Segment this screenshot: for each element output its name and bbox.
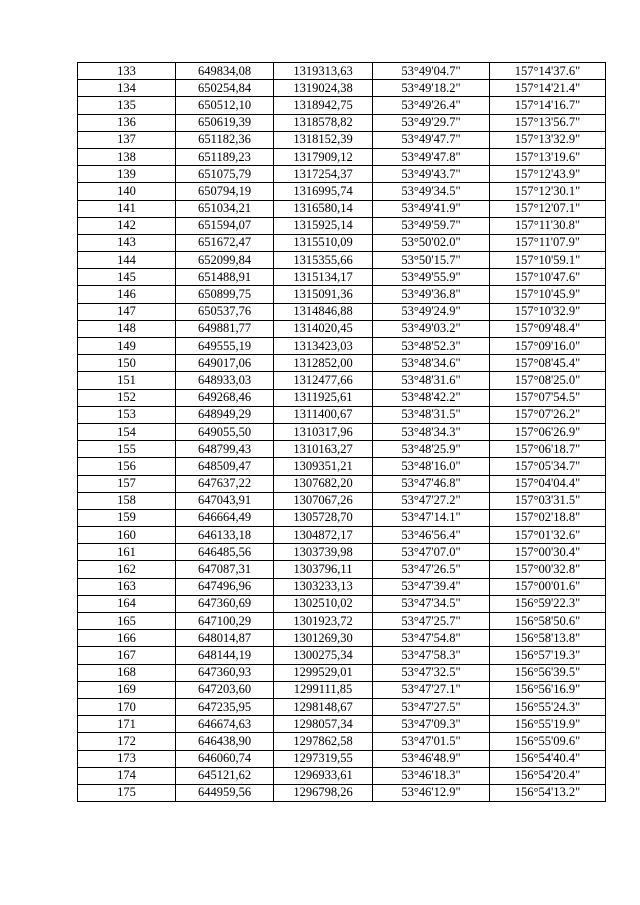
longitude-cell: 157°06'26.9" [490,423,606,440]
point-number-cell: 164 [78,595,176,612]
y-coordinate-cell: 1318152,39 [274,131,373,148]
latitude-cell: 53°47'27.2" [373,492,490,509]
y-coordinate-cell: 1319313,63 [274,63,373,80]
y-coordinate-cell: 1310163,27 [274,441,373,458]
table-row [78,578,606,595]
x-coordinate-cell: 646485,56 [176,544,274,561]
latitude-cell: 53°49'47.8" [373,148,490,165]
y-coordinate-cell: 1314846,88 [274,303,373,320]
x-coordinate-cell: 649555,19 [176,338,274,355]
x-coordinate-cell: 647100,29 [176,613,274,630]
y-coordinate-cell: 1309351,21 [274,458,373,475]
point-number-cell: 150 [78,355,176,372]
table-row [78,80,606,97]
latitude-cell: 53°46'56.4" [373,527,490,544]
longitude-cell: 157°10'47.6" [490,269,606,286]
point-number-cell: 152 [78,389,176,406]
table-row [78,269,606,286]
latitude-cell: 53°47'46.8" [373,475,490,492]
table-row [78,595,606,612]
point-number-cell: 140 [78,183,176,200]
point-number-cell: 171 [78,716,176,733]
longitude-cell: 157°00'32.8" [490,561,606,578]
point-number-cell: 170 [78,698,176,715]
x-coordinate-cell: 650512,10 [176,97,274,114]
point-number-cell: 133 [78,63,176,80]
y-coordinate-cell: 1317254,37 [274,166,373,183]
table-row [78,320,606,337]
table-row [78,338,606,355]
latitude-cell: 53°47'09.3" [373,716,490,733]
point-number-cell: 137 [78,131,176,148]
x-coordinate-cell: 650254,84 [176,80,274,97]
table-row [78,613,606,630]
y-coordinate-cell: 1298148,67 [274,698,373,715]
point-number-cell: 156 [78,458,176,475]
point-number-cell: 167 [78,647,176,664]
longitude-cell: 157°12'30.1" [490,183,606,200]
point-number-cell: 172 [78,733,176,750]
latitude-cell: 53°47'58.3" [373,647,490,664]
longitude-cell: 157°14'21.4" [490,80,606,97]
table-row [78,441,606,458]
x-coordinate-cell: 648509,47 [176,458,274,475]
longitude-cell: 156°54'13.2" [490,784,606,801]
longitude-cell: 157°10'32.9" [490,303,606,320]
table-row [78,733,606,750]
longitude-cell: 157°14'16.7" [490,97,606,114]
latitude-cell: 53°49'43.7" [373,166,490,183]
latitude-cell: 53°49'24.9" [373,303,490,320]
point-number-cell: 169 [78,681,176,698]
table-row [78,698,606,715]
y-coordinate-cell: 1315355,66 [274,252,373,269]
y-coordinate-cell: 1307067,26 [274,492,373,509]
x-coordinate-cell: 647087,31 [176,561,274,578]
table-row [78,372,606,389]
y-coordinate-cell: 1303796,11 [274,561,373,578]
point-number-cell: 135 [78,97,176,114]
x-coordinate-cell: 649017,06 [176,355,274,372]
y-coordinate-cell: 1297319,55 [274,750,373,767]
table-row [78,63,606,80]
x-coordinate-cell: 649268,46 [176,389,274,406]
y-coordinate-cell: 1316995,74 [274,183,373,200]
point-number-cell: 143 [78,234,176,251]
latitude-cell: 53°49'47.7" [373,131,490,148]
y-coordinate-cell: 1298057,34 [274,716,373,733]
point-number-cell: 148 [78,320,176,337]
x-coordinate-cell: 648014,87 [176,630,274,647]
table-row [78,355,606,372]
longitude-cell: 157°07'26.2" [490,406,606,423]
x-coordinate-cell: 647360,69 [176,595,274,612]
latitude-cell: 53°49'18.2" [373,80,490,97]
x-coordinate-cell: 648933,03 [176,372,274,389]
point-number-cell: 158 [78,492,176,509]
longitude-cell: 157°02'18.8" [490,509,606,526]
table-row [78,286,606,303]
point-number-cell: 160 [78,527,176,544]
y-coordinate-cell: 1313423,03 [274,338,373,355]
x-coordinate-cell: 646664,49 [176,509,274,526]
y-coordinate-cell: 1315134,17 [274,269,373,286]
table-row [78,527,606,544]
longitude-cell: 157°03'31.5" [490,492,606,509]
y-coordinate-cell: 1300275,34 [274,647,373,664]
y-coordinate-cell: 1296798,26 [274,784,373,801]
x-coordinate-cell: 651189,23 [176,148,274,165]
y-coordinate-cell: 1312852,00 [274,355,373,372]
point-number-cell: 165 [78,613,176,630]
latitude-cell: 53°47'32.5" [373,664,490,681]
table-row [78,509,606,526]
point-number-cell: 175 [78,784,176,801]
point-number-cell: 145 [78,269,176,286]
latitude-cell: 53°48'52.3" [373,338,490,355]
x-coordinate-cell: 651488,91 [176,269,274,286]
x-coordinate-cell: 650899,75 [176,286,274,303]
longitude-cell: 157°09'16.0" [490,338,606,355]
point-number-cell: 157 [78,475,176,492]
latitude-cell: 53°50'02.0" [373,234,490,251]
y-coordinate-cell: 1318578,82 [274,114,373,131]
point-number-cell: 142 [78,217,176,234]
x-coordinate-cell: 647043,91 [176,492,274,509]
point-number-cell: 168 [78,664,176,681]
y-coordinate-cell: 1311925,61 [274,389,373,406]
latitude-cell: 53°47'14.1" [373,509,490,526]
latitude-cell: 53°49'36.8" [373,286,490,303]
longitude-cell: 157°11'07.9" [490,234,606,251]
y-coordinate-cell: 1317909,12 [274,148,373,165]
latitude-cell: 53°49'59.7" [373,217,490,234]
latitude-cell: 53°47'54.8" [373,630,490,647]
longitude-cell: 156°55'24.3" [490,698,606,715]
longitude-cell: 157°13'32.9" [490,131,606,148]
longitude-cell: 156°54'20.4" [490,767,606,784]
x-coordinate-cell: 651182,36 [176,131,274,148]
latitude-cell: 53°49'41.9" [373,200,490,217]
table-row [78,544,606,561]
latitude-cell: 53°48'42.2" [373,389,490,406]
y-coordinate-cell: 1301269,30 [274,630,373,647]
x-coordinate-cell: 649055,50 [176,423,274,440]
longitude-cell: 157°13'19.6" [490,148,606,165]
longitude-cell: 156°56'39.5" [490,664,606,681]
longitude-cell: 157°12'43.9" [490,166,606,183]
latitude-cell: 53°48'34.6" [373,355,490,372]
x-coordinate-cell: 647235,95 [176,698,274,715]
longitude-cell: 157°05'34.7" [490,458,606,475]
table-row [78,148,606,165]
table-row [78,303,606,320]
x-coordinate-cell: 651594,07 [176,217,274,234]
latitude-cell: 53°46'18.3" [373,767,490,784]
table-row [78,475,606,492]
table-row [78,767,606,784]
x-coordinate-cell: 646060,74 [176,750,274,767]
longitude-cell: 157°01'32.6" [490,527,606,544]
latitude-cell: 53°49'26.4" [373,97,490,114]
y-coordinate-cell: 1312477,66 [274,372,373,389]
y-coordinate-cell: 1315091,36 [274,286,373,303]
point-number-cell: 138 [78,148,176,165]
point-number-cell: 161 [78,544,176,561]
y-coordinate-cell: 1303739,98 [274,544,373,561]
table-row [78,389,606,406]
latitude-cell: 53°49'34.5" [373,183,490,200]
longitude-cell: 157°06'18.7" [490,441,606,458]
y-coordinate-cell: 1315925,14 [274,217,373,234]
longitude-cell: 156°58'50.6" [490,613,606,630]
coordinates-table-body [78,63,606,802]
y-coordinate-cell: 1304872,17 [274,527,373,544]
y-coordinate-cell: 1314020,45 [274,320,373,337]
point-number-cell: 144 [78,252,176,269]
latitude-cell: 53°49'03.2" [373,320,490,337]
longitude-cell: 156°59'22.3" [490,595,606,612]
latitude-cell: 53°49'29.7" [373,114,490,131]
longitude-cell: 157°08'25.0" [490,372,606,389]
longitude-cell: 157°13'56.7" [490,114,606,131]
longitude-cell: 157°04'04.4" [490,475,606,492]
longitude-cell: 157°08'45.4" [490,355,606,372]
table-row [78,784,606,801]
y-coordinate-cell: 1307682,20 [274,475,373,492]
point-number-cell: 141 [78,200,176,217]
y-coordinate-cell: 1302510,02 [274,595,373,612]
latitude-cell: 53°47'25.7" [373,613,490,630]
y-coordinate-cell: 1299529,01 [274,664,373,681]
x-coordinate-cell: 651075,79 [176,166,274,183]
longitude-cell: 157°12'07.1" [490,200,606,217]
x-coordinate-cell: 646438,90 [176,733,274,750]
x-coordinate-cell: 651034,21 [176,200,274,217]
table-row [78,561,606,578]
x-coordinate-cell: 645121,62 [176,767,274,784]
table-row [78,114,606,131]
longitude-cell: 157°09'48.4" [490,320,606,337]
x-coordinate-cell: 649881,77 [176,320,274,337]
latitude-cell: 53°49'55.9" [373,269,490,286]
x-coordinate-cell: 644959,56 [176,784,274,801]
point-number-cell: 159 [78,509,176,526]
point-number-cell: 149 [78,338,176,355]
longitude-cell: 157°14'37.6" [490,63,606,80]
table-row [78,681,606,698]
longitude-cell: 157°07'54.5" [490,389,606,406]
x-coordinate-cell: 650619,39 [176,114,274,131]
latitude-cell: 53°47'01.5" [373,733,490,750]
longitude-cell: 156°58'13.8" [490,630,606,647]
table-row [78,647,606,664]
latitude-cell: 53°47'34.5" [373,595,490,612]
x-coordinate-cell: 647360,93 [176,664,274,681]
table-row [78,200,606,217]
longitude-cell: 157°10'45.9" [490,286,606,303]
y-coordinate-cell: 1315510,09 [274,234,373,251]
y-coordinate-cell: 1301923,72 [274,613,373,630]
table-row [78,664,606,681]
coordinates-table [77,62,606,802]
y-coordinate-cell: 1316580,14 [274,200,373,217]
x-coordinate-cell: 649834,08 [176,63,274,80]
x-coordinate-cell: 647203,60 [176,681,274,698]
x-coordinate-cell: 650794,19 [176,183,274,200]
x-coordinate-cell: 646133,18 [176,527,274,544]
latitude-cell: 53°47'39.4" [373,578,490,595]
table-row [78,183,606,200]
point-number-cell: 174 [78,767,176,784]
y-coordinate-cell: 1296933,61 [274,767,373,784]
table-row [78,234,606,251]
y-coordinate-cell: 1297862,58 [274,733,373,750]
longitude-cell: 156°57'19.3" [490,647,606,664]
point-number-cell: 151 [78,372,176,389]
point-number-cell: 147 [78,303,176,320]
longitude-cell: 157°00'30.4" [490,544,606,561]
point-number-cell: 146 [78,286,176,303]
y-coordinate-cell: 1318942,75 [274,97,373,114]
table-row [78,423,606,440]
longitude-cell: 157°00'01.6" [490,578,606,595]
longitude-cell: 157°10'59.1" [490,252,606,269]
point-number-cell: 153 [78,406,176,423]
point-number-cell: 136 [78,114,176,131]
point-number-cell: 134 [78,80,176,97]
x-coordinate-cell: 648799,43 [176,441,274,458]
table-row [78,630,606,647]
longitude-cell: 157°11'30.8" [490,217,606,234]
latitude-cell: 53°49'04.7" [373,63,490,80]
latitude-cell: 53°50'15.7" [373,252,490,269]
latitude-cell: 53°47'27.1" [373,681,490,698]
table-row [78,406,606,423]
point-number-cell: 155 [78,441,176,458]
y-coordinate-cell: 1319024,38 [274,80,373,97]
latitude-cell: 53°47'26.5" [373,561,490,578]
x-coordinate-cell: 646674,63 [176,716,274,733]
table-row [78,750,606,767]
longitude-cell: 156°54'40.4" [490,750,606,767]
latitude-cell: 53°46'12.9" [373,784,490,801]
x-coordinate-cell: 647496,96 [176,578,274,595]
y-coordinate-cell: 1311400,67 [274,406,373,423]
table-row [78,458,606,475]
x-coordinate-cell: 647637,22 [176,475,274,492]
longitude-cell: 156°55'19.9" [490,716,606,733]
longitude-cell: 156°56'16.9" [490,681,606,698]
point-number-cell: 166 [78,630,176,647]
table-row [78,217,606,234]
point-number-cell: 173 [78,750,176,767]
x-coordinate-cell: 652099,84 [176,252,274,269]
x-coordinate-cell: 648949,29 [176,406,274,423]
latitude-cell: 53°48'31.6" [373,372,490,389]
y-coordinate-cell: 1303233,13 [274,578,373,595]
table-row [78,166,606,183]
latitude-cell: 53°48'16.0" [373,458,490,475]
latitude-cell: 53°48'25.9" [373,441,490,458]
y-coordinate-cell: 1299111,85 [274,681,373,698]
table-row [78,716,606,733]
table-row [78,252,606,269]
longitude-cell: 156°55'09.6" [490,733,606,750]
latitude-cell: 53°48'34.3" [373,423,490,440]
latitude-cell: 53°47'27.5" [373,698,490,715]
point-number-cell: 139 [78,166,176,183]
y-coordinate-cell: 1310317,96 [274,423,373,440]
point-number-cell: 154 [78,423,176,440]
table-row [78,492,606,509]
table-row [78,131,606,148]
table-row [78,97,606,114]
y-coordinate-cell: 1305728,70 [274,509,373,526]
point-number-cell: 162 [78,561,176,578]
latitude-cell: 53°46'48.9" [373,750,490,767]
x-coordinate-cell: 648144,19 [176,647,274,664]
latitude-cell: 53°48'31.5" [373,406,490,423]
latitude-cell: 53°47'07.0" [373,544,490,561]
x-coordinate-cell: 650537,76 [176,303,274,320]
x-coordinate-cell: 651672,47 [176,234,274,251]
point-number-cell: 163 [78,578,176,595]
